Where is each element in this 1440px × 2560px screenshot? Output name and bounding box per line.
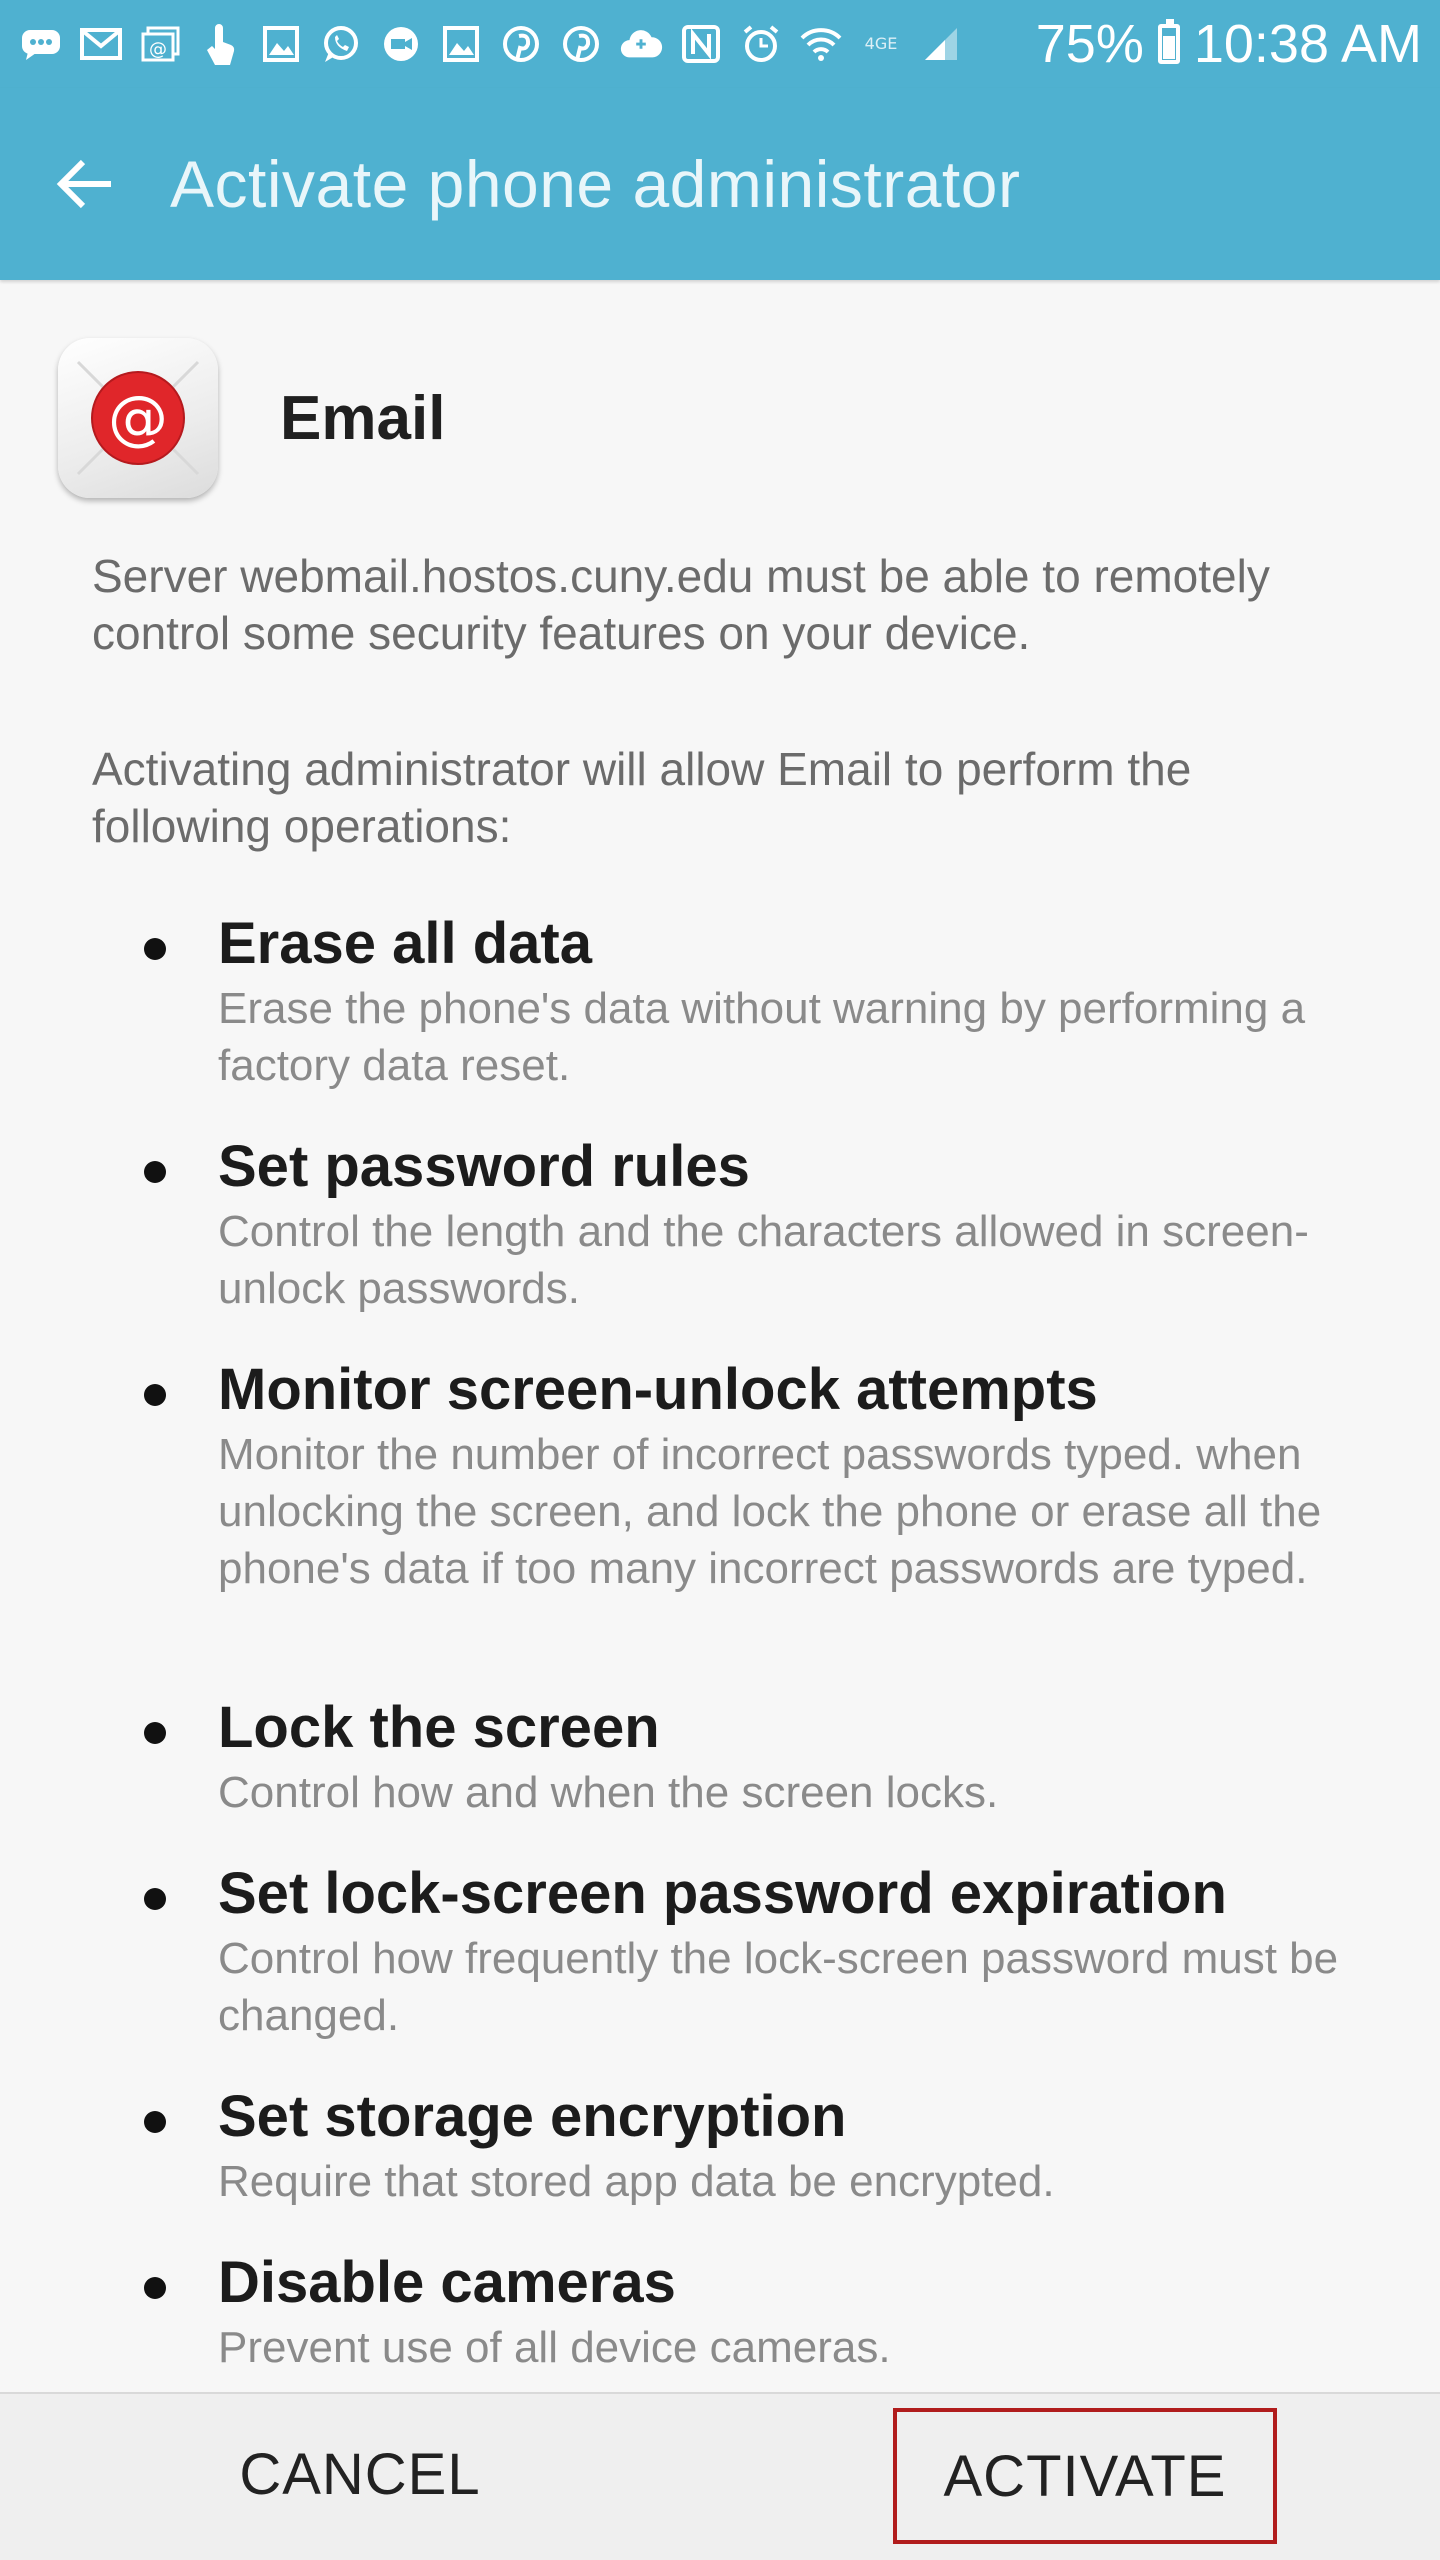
email-at-icon	[58, 338, 218, 498]
operation-description: Monitor the number of incorrect passwords typed. when unlocking the screen, and lock the phone or erase all the phone's data if too many incorrect passwords are typed.	[218, 1430, 1322, 1593]
bullet	[144, 938, 166, 960]
pinterest-icon	[498, 21, 544, 67]
messages-icon	[18, 21, 64, 67]
touch-icon	[198, 21, 244, 67]
operation-description: Erase the phone's data without warning by performing a factory data reset.	[218, 984, 1306, 1090]
video-icon	[378, 21, 424, 67]
clock: 10:38 AM	[1193, 14, 1422, 74]
bullet	[144, 1722, 166, 1744]
operation-title: Lock the screen	[218, 1695, 660, 1760]
signal-icon	[918, 21, 964, 67]
operation-description: Require that stored app data be encrypted.	[218, 2157, 1055, 2206]
content	[0, 280, 1440, 2392]
app-name: Email	[280, 383, 446, 453]
operation-description: Control how frequently the lock-screen password must be changed.	[218, 1934, 1339, 2040]
gmail-icon	[78, 21, 124, 67]
bullet	[144, 2111, 166, 2133]
status-right	[1036, 13, 1422, 75]
svg-text:4GE: 4GE	[864, 34, 898, 53]
operation-title: Erase all data	[218, 911, 592, 976]
email-icon	[138, 21, 184, 67]
operation-title: Disable cameras	[218, 2250, 676, 2315]
status-bar	[0, 0, 1440, 88]
page-title: Activate phone administrator	[170, 147, 1021, 221]
bullet	[144, 1161, 166, 1183]
operation-description: Control how and when the screen locks.	[218, 1768, 999, 1817]
bottom-button-bar	[0, 2392, 1440, 2560]
cancel-button[interactable]: CANCEL	[239, 2441, 481, 2507]
email-app-icon	[58, 338, 218, 498]
svg-text:@: @	[149, 39, 167, 60]
app-bar	[0, 88, 1440, 280]
activate-button[interactable]: ACTIVATE	[893, 2408, 1277, 2544]
operation-description: Control the length and the characters allowed in screen-unlock passwords.	[218, 1207, 1309, 1313]
bullet	[144, 1384, 166, 1406]
operation-title: Set password rules	[218, 1134, 750, 1199]
gallery-icon	[258, 21, 304, 67]
activation-description: Activating administrator will allow Email to perform the following operations:	[92, 743, 1192, 852]
nfc-icon	[678, 21, 724, 67]
cloud-icon	[618, 21, 664, 67]
operation-title: Set lock-screen password expiration	[218, 1861, 1227, 1926]
operation-title: Monitor screen-unlock attempts	[218, 1357, 1098, 1422]
svg-text:@: @	[108, 383, 168, 453]
back-button[interactable]	[40, 139, 130, 229]
battery-icon	[1158, 24, 1180, 64]
whatsapp-icon	[318, 21, 364, 67]
wifi-icon	[798, 21, 844, 67]
operation-title: Set storage encryption	[218, 2084, 847, 2149]
gallery-icon	[438, 21, 484, 67]
app-header	[58, 338, 445, 498]
operation-description: Prevent use of all device cameras.	[218, 2323, 891, 2372]
bullet	[144, 1888, 166, 1910]
notification-icons	[18, 21, 1036, 67]
alarm-icon	[738, 21, 784, 67]
back-arrow-icon	[55, 157, 115, 211]
battery-percent: 75%	[1035, 14, 1144, 74]
pinterest-icon	[558, 21, 604, 67]
server-description: Server webmail.hostos.cuny.edu must be able to remotely control some security features on your device.	[92, 550, 1270, 659]
bullet	[144, 2277, 166, 2299]
lte-icon	[858, 21, 904, 67]
